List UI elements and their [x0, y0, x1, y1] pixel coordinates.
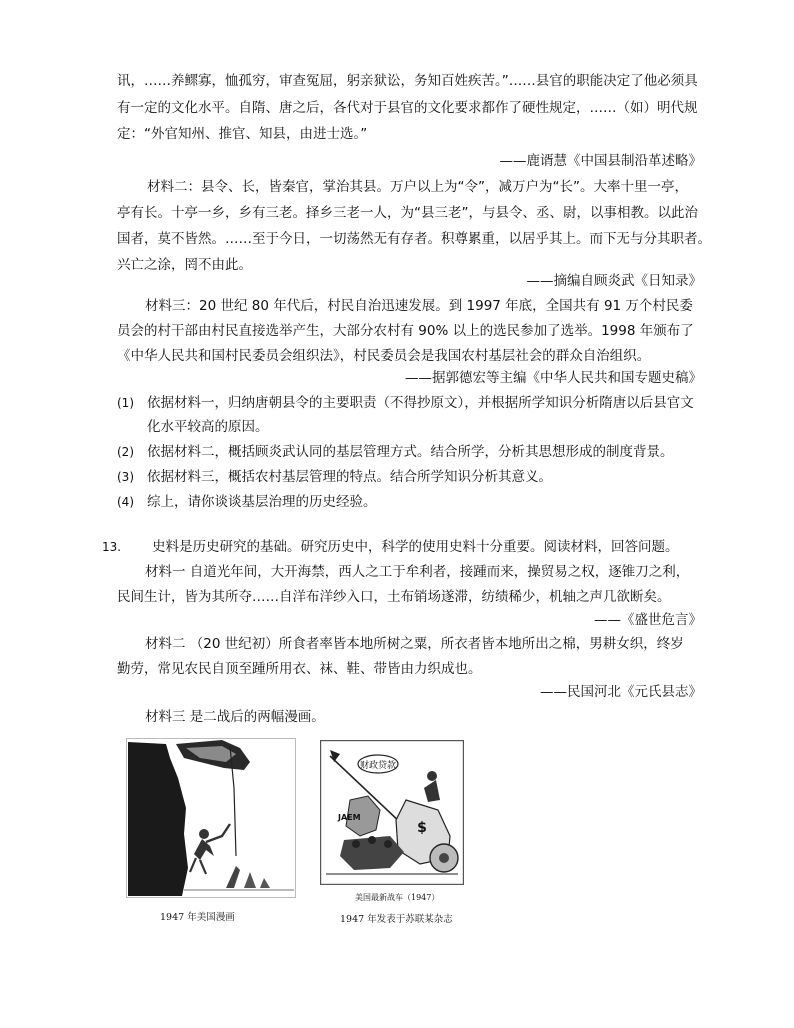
- question-text: 依据材料一，归纳唐朝县令的主要职责（不得抄原文），并根据所学知识分析隋唐以后县官文: [147, 395, 694, 411]
- material2-line: 兴亡之涂，罔不由此。: [117, 257, 252, 273]
- material1-line: 有一定的文化水平。自隋、唐之后，各代对于县官的文化要求都作了硬性规定，……（如）明代规: [117, 100, 698, 116]
- source-citation: ——鹿谞慧《中国县制沿革述略》: [499, 153, 702, 169]
- question-text: 依据材料三，概括农村基层管理的特点。结合所学知识分析其意义。: [147, 469, 552, 485]
- cartoon-jaem-label: JAEM: [338, 813, 361, 822]
- question-13-number: 13.: [102, 540, 122, 554]
- cartoon-right-subcaption: 美国最新战车（1947）: [355, 893, 440, 902]
- material3-line: 员会的村干部由村民直接选举产生，大部分农村有 90% 以上的选民参加了选举。1998 年颁布了: [117, 323, 694, 339]
- question-number: (3): [117, 470, 134, 484]
- question-number: (4): [117, 495, 134, 509]
- question-text: 化水平较高的原因。: [147, 419, 269, 435]
- q13-material1-line: 民间生计，皆为其所夺……自洋布洋纱入口，土布销场遂滞，纺绩稀少，机轴之声几欲断矣。: [117, 589, 671, 605]
- material2-line: 国者，莫不皆然。……至于今日，一切荡然无有存者。积尊累重，以居乎其上。而下无与分其职者。: [117, 231, 711, 247]
- source-citation: ——《盛世危言》: [594, 612, 702, 628]
- cartoon-right-caption: 1947 年发表于苏联某杂志: [340, 914, 453, 925]
- source-citation: ——据郭德宏等主编《中华人民共和国专题史稿》: [405, 370, 702, 386]
- cartoon-left-caption: 1947 年美国漫画: [160, 912, 235, 923]
- q13-material3-line: 材料三 是二战后的两幅漫画。: [145, 709, 325, 725]
- material2-line: 材料二：县令、长，皆秦官，掌治其县。万户以上为“令”，减万户为“长”。大率十里一亭，: [147, 179, 688, 195]
- source-citation: ——摘编自顾炎武《日知录》: [526, 273, 702, 289]
- q13-material2-line: 材料二 （20 世纪初）所食者率皆本地所树之粟，所衣者皆本地所出之棉，男耕女织，终岁: [145, 636, 684, 652]
- material3-line: 《中华人民共和国村民委员会组织法》，村民委员会是我国农村基层社会的群众自治组织。: [117, 348, 651, 364]
- material3-line: 材料三：20 世纪 80 年代后，村民自治迅速发展。到 1997 年底，全国共有 91 万个村民委: [145, 298, 693, 314]
- cartoon-right-image: [320, 740, 464, 885]
- cartoon-dollar-sign: $: [417, 820, 427, 836]
- source-citation: ——民国河北《元氏县志》: [540, 684, 702, 700]
- question-text: 依据材料二，概括顾炎武认同的基层管理方式。结合所学，分析其思想形成的制度背景。: [147, 444, 674, 460]
- material1-line: 定：“外官知州、推官、知县，由进士选。”: [117, 126, 368, 142]
- q13-material2-line: 勤劳，常见农民自顶至踵所用衣、袜、鞋、带皆由力织成也。: [117, 661, 482, 677]
- q13-material1-line: 材料一 自道光年间，大开海禁，西人之工于牟利者，接踵而来，操贸易之权，逐锥刀之利，: [145, 564, 690, 580]
- question-13-intro: 史料是历史研究的基础。研究历史中，科学的使用史料十分重要。阅读材料，回答问题。: [152, 539, 679, 555]
- question-number: (2): [117, 445, 134, 459]
- question-number: (1): [117, 396, 134, 410]
- question-text: 综上，请你谈谈基层治理的历史经验。: [147, 494, 377, 510]
- material1-line: 讯，……养鳏寡，恤孤穷，审查冤屈，躬亲狱讼，务知百姓疾苦。”……县官的职能决定了他必须具: [117, 73, 698, 89]
- material2-line: 亭有长。十亭一乡，乡有三老。择乡三老一人，为“县三老”，与县令、丞、尉，以事相教。以此治: [117, 205, 698, 221]
- cartoon-sign-text: 财政贷款: [359, 761, 397, 771]
- cartoon-left-image: [126, 738, 296, 898]
